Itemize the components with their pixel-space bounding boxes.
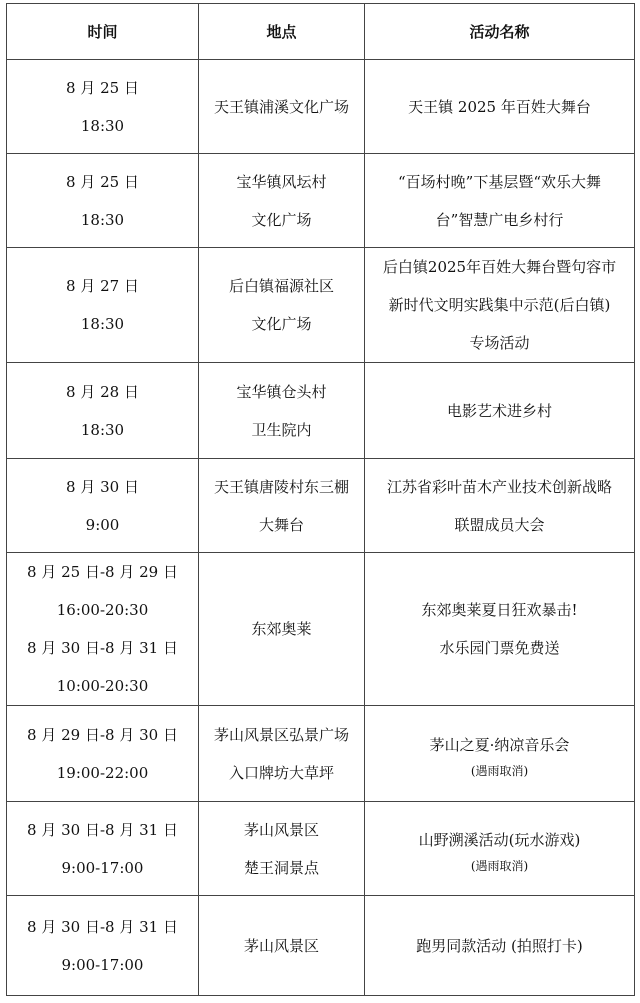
- schedule-table: [6, 3, 635, 996]
- table-row: [7, 802, 635, 896]
- place-cell-line: 文化广场: [251, 210, 312, 229]
- time-cell-line: 8 月 30 日-8 月 31 日: [27, 639, 178, 657]
- time-cell: [7, 60, 199, 154]
- place-cell-line: 茅山风景区: [243, 820, 319, 839]
- place-cell-line: 大舞台: [258, 515, 304, 534]
- time-cell-line: 18:30: [80, 315, 125, 333]
- table-body: [7, 60, 635, 996]
- event-cell-line: 山野溯溪活动(玩水游戏): [418, 830, 581, 849]
- table-row: [7, 896, 635, 996]
- time-cell: [7, 553, 199, 706]
- time-cell-line: 9:00: [85, 515, 120, 534]
- header-place: 地点: [199, 4, 365, 60]
- place-cell-line: 天王镇浦溪文化广场: [213, 97, 349, 116]
- time-cell-line: 9:00-17:00: [61, 858, 144, 877]
- place-cell-line: 文化广场: [251, 315, 312, 333]
- place-cell: [199, 154, 365, 248]
- time-cell-line: 8 月 25 日: [66, 172, 139, 191]
- table-row: [7, 459, 635, 553]
- table-row: [7, 363, 635, 459]
- time-cell-line: 10:00-20:30: [56, 677, 149, 695]
- event-cell: [365, 154, 635, 248]
- place-cell-line: 楚王洞景点: [243, 858, 319, 877]
- event-cell-line: 东郊奥莱夏日狂欢暴击!: [421, 601, 578, 619]
- event-cell-line: “百场村晚”下基层暨“欢乐大舞: [397, 172, 601, 191]
- place-cell-line: 茅山风景区弘景广场: [213, 725, 349, 744]
- time-cell: [7, 802, 199, 896]
- time-cell-line: 18:30: [80, 210, 125, 229]
- place-cell-line: 后白镇福源社区: [228, 277, 334, 295]
- place-cell-line: 东郊奥莱: [251, 620, 312, 638]
- time-cell: [7, 154, 199, 248]
- event-cell-line: 跑男同款活动 (拍照打卡): [416, 936, 583, 955]
- time-cell-line: 8 月 25 日-8 月 29 日: [27, 563, 178, 581]
- time-cell-line: 19:00-22:00: [56, 763, 149, 782]
- time-cell-line: 18:30: [80, 420, 125, 439]
- place-cell-line: 入口牌坊大草坪: [228, 763, 334, 782]
- event-cell-line: 专场活动: [469, 334, 530, 352]
- event-cell: [365, 248, 635, 363]
- event-cell: [365, 706, 635, 802]
- place-cell: [199, 60, 365, 154]
- place-cell: [199, 363, 365, 459]
- rain-cancel-note: (遇雨取消): [470, 763, 529, 778]
- place-cell-line: 宝华镇仓头村: [236, 382, 327, 401]
- place-cell-line: 宝华镇风坛村: [236, 172, 327, 191]
- time-cell-line: 16:00-20:30: [56, 601, 149, 619]
- place-cell: [199, 896, 365, 996]
- event-cell: [365, 553, 635, 706]
- event-cell-line: 台”智慧广电乡村行: [435, 210, 564, 229]
- event-cell-line: 天王镇 2025 年百姓大舞台: [408, 97, 591, 116]
- table-row: [7, 154, 635, 248]
- event-cell-line: 联盟成员大会: [454, 515, 545, 534]
- time-cell: [7, 363, 199, 459]
- place-cell: [199, 706, 365, 802]
- time-cell-line: 18:30: [80, 116, 125, 135]
- time-cell-line: 8 月 29 日-8 月 30 日: [27, 725, 178, 744]
- time-cell: [7, 896, 199, 996]
- place-cell: [199, 553, 365, 706]
- header-time: 时间: [7, 4, 199, 60]
- time-cell: [7, 459, 199, 553]
- header-event: 活动名称: [365, 4, 635, 60]
- time-cell-line: 8 月 27 日: [66, 277, 139, 295]
- place-cell-line: 天王镇唐陵村东三棚: [213, 477, 349, 496]
- event-cell-line: 后白镇2025年百姓大舞台暨句容市: [382, 258, 617, 276]
- place-cell-line: 茅山风景区: [243, 936, 319, 955]
- time-cell-line: 8 月 25 日: [66, 78, 139, 97]
- time-cell-line: 8 月 30 日-8 月 31 日: [27, 820, 178, 839]
- time-cell-line: 8 月 30 日: [66, 477, 139, 496]
- table-row: [7, 60, 635, 154]
- table-header-row: [7, 4, 635, 60]
- event-cell: [365, 896, 635, 996]
- event-cell: [365, 459, 635, 553]
- time-cell-line: 8 月 30 日-8 月 31 日: [27, 917, 178, 936]
- table-row: [7, 553, 635, 706]
- event-cell-line: 新时代文明实践集中示范(后白镇): [388, 296, 611, 314]
- event-cell-line: 电影艺术进乡村: [446, 401, 552, 420]
- place-cell-line: 卫生院内: [251, 420, 312, 439]
- event-cell-line: 江苏省彩叶苗木产业技术创新战略: [386, 477, 612, 496]
- event-cell-line: 茅山之夏·纳凉音乐会: [429, 735, 570, 754]
- time-cell: [7, 706, 199, 802]
- place-cell: [199, 459, 365, 553]
- place-cell: [199, 248, 365, 363]
- place-cell: [199, 802, 365, 896]
- event-cell-line: 水乐园门票免费送: [439, 639, 560, 657]
- rain-cancel-note: (遇雨取消): [470, 858, 529, 873]
- table-row: [7, 248, 635, 363]
- time-cell: [7, 248, 199, 363]
- event-cell: [365, 363, 635, 459]
- event-cell: [365, 802, 635, 896]
- time-cell-line: 8 月 28 日: [66, 382, 139, 401]
- table-row: [7, 706, 635, 802]
- event-cell: [365, 60, 635, 154]
- time-cell-line: 9:00-17:00: [61, 955, 144, 974]
